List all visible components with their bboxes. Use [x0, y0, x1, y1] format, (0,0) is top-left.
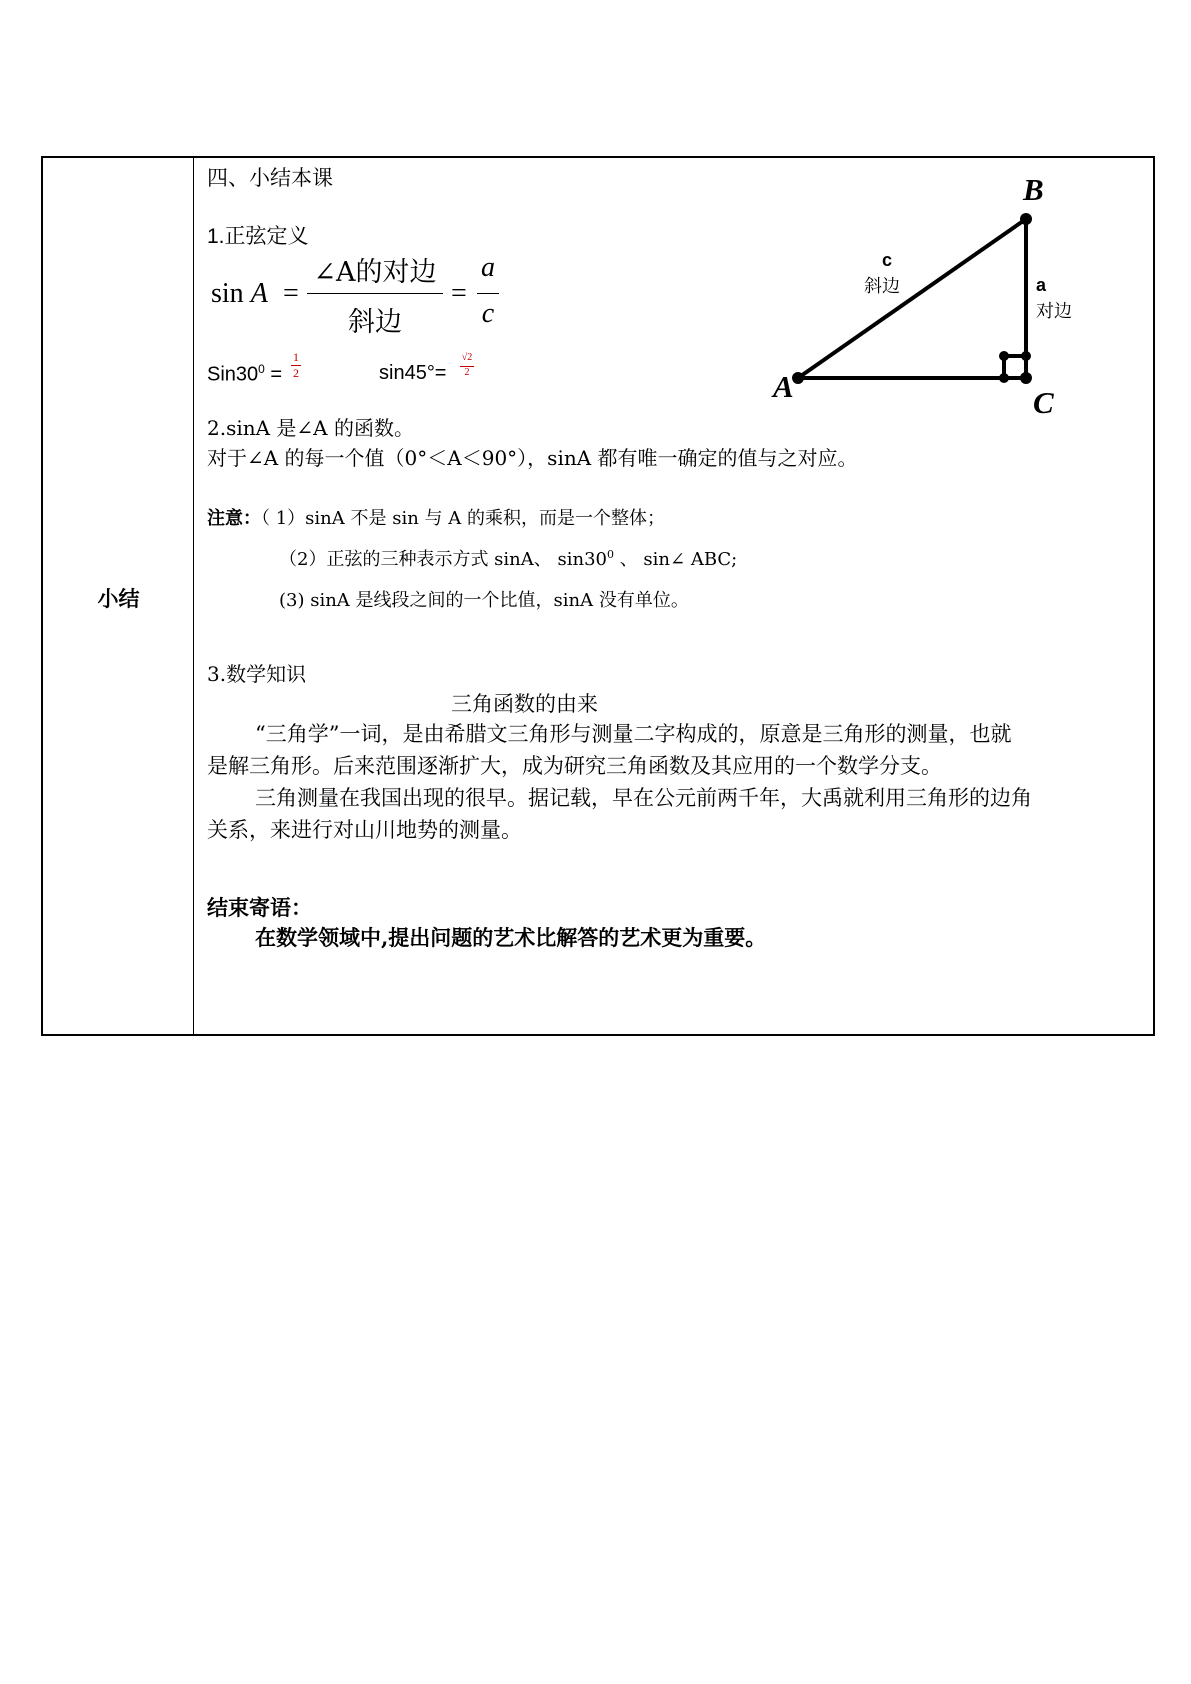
knowledge-heading: 3.数学知识: [207, 662, 307, 686]
vertex-B-label: B: [1023, 176, 1044, 207]
notes-label: 注意：: [207, 508, 261, 529]
formula-fraction-bar-2: [477, 293, 499, 294]
formula-equals-2: =: [451, 278, 467, 309]
notes-item-2-degree: 0: [606, 548, 614, 561]
formula-A: A: [250, 278, 268, 309]
sin30-denominator: 2: [293, 366, 299, 380]
function-description: 对于∠A 的每一个值（0°＜A＜90°），sinA 都有唯一确定的值与之对应。: [207, 446, 858, 470]
sin30-degree: 0: [258, 362, 265, 376]
content-cell: [207, 158, 1153, 1034]
knowledge-p2-line1: 三角测量在我国出现的很早。据记载，早在公元前两千年，大禹就利用三角形的边角: [255, 786, 1032, 810]
closing-label: 结束寄语：: [207, 895, 312, 920]
notes-item-2: （2）正弦的三种表示方式 sinA、 sin30: [279, 549, 607, 570]
opposite-label: 对边: [1036, 301, 1072, 322]
definition-heading-num: 1.: [207, 225, 225, 248]
vertex-B-dot: [1020, 213, 1032, 225]
hypotenuse-label: 斜边: [864, 276, 900, 297]
formula-a: a: [481, 252, 495, 283]
definition-heading-text: 正弦定义: [224, 224, 309, 248]
formula-denominator: 斜边: [348, 307, 402, 338]
knowledge-p2-line2: 关系，来进行对山川地势的测量。: [207, 818, 522, 842]
vertex-A-label: A: [773, 369, 794, 404]
formula-c: c: [481, 298, 495, 329]
vertex-C-dot: [1020, 372, 1032, 384]
marker-dot-1: [999, 373, 1009, 383]
notes-item-3: (3) sinA 是线段之间的一个比值，sinA 没有单位。: [279, 590, 689, 611]
section-title: 四、小结本课: [207, 166, 333, 190]
formula-sin: sin: [211, 278, 244, 309]
notes-line-1: [207, 504, 665, 530]
formula-numerator: ∠A的对边: [313, 257, 437, 288]
opposite-letter: a: [1036, 275, 1047, 295]
sin45-numerator: √2: [461, 352, 473, 363]
notes-line-2: [279, 545, 737, 571]
triangle-edges: [798, 219, 1026, 378]
definition-heading: [207, 220, 309, 250]
edge-hypotenuse: [798, 219, 1026, 378]
closing-quote: 在数学领域中,提出问题的艺术比解答的艺术更为重要。: [255, 925, 767, 950]
sin45-denominator: 2: [464, 367, 470, 378]
lesson-table: [41, 156, 1155, 1036]
notes-item-1: （ 1）sinA 不是 sin 与 A 的乘积，而是一个整体；: [261, 508, 665, 529]
formula-fraction-bar: [307, 293, 443, 294]
marker-dot-3: [1021, 351, 1031, 361]
sin30-label: Sin30: [207, 363, 259, 386]
sin30-equals: =: [264, 363, 283, 386]
notes-item-2-tail: 、 sin∠ ABC;: [613, 549, 738, 570]
sin30-numerator: 1: [293, 350, 299, 364]
function-heading: 2.sinA 是∠A 的函数。: [207, 416, 414, 440]
row-label: 小结: [97, 587, 140, 611]
vertex-A-dot: [792, 372, 804, 384]
sin45-value: sin45°=: [379, 362, 447, 384]
right-triangle-diagram: [753, 176, 1089, 416]
hypotenuse-letter: c: [882, 250, 893, 270]
knowledge-p1-line2: 是解三角形。后来范围逐渐扩大，成为研究三角函数及其应用的一个数学分支。: [207, 754, 942, 778]
vertex-C-label: C: [1033, 385, 1054, 416]
knowledge-p1-line1: “三角学”一词，是由希腊文三角形与测量二字构成的，原意是三角形的测量，也就: [255, 722, 1012, 746]
marker-dot-2: [999, 351, 1009, 361]
sin30-value: [207, 362, 282, 387]
knowledge-title: 三角函数的由来: [451, 692, 598, 716]
formula-equals: =: [283, 278, 299, 309]
row-label-cell: [43, 158, 194, 1034]
